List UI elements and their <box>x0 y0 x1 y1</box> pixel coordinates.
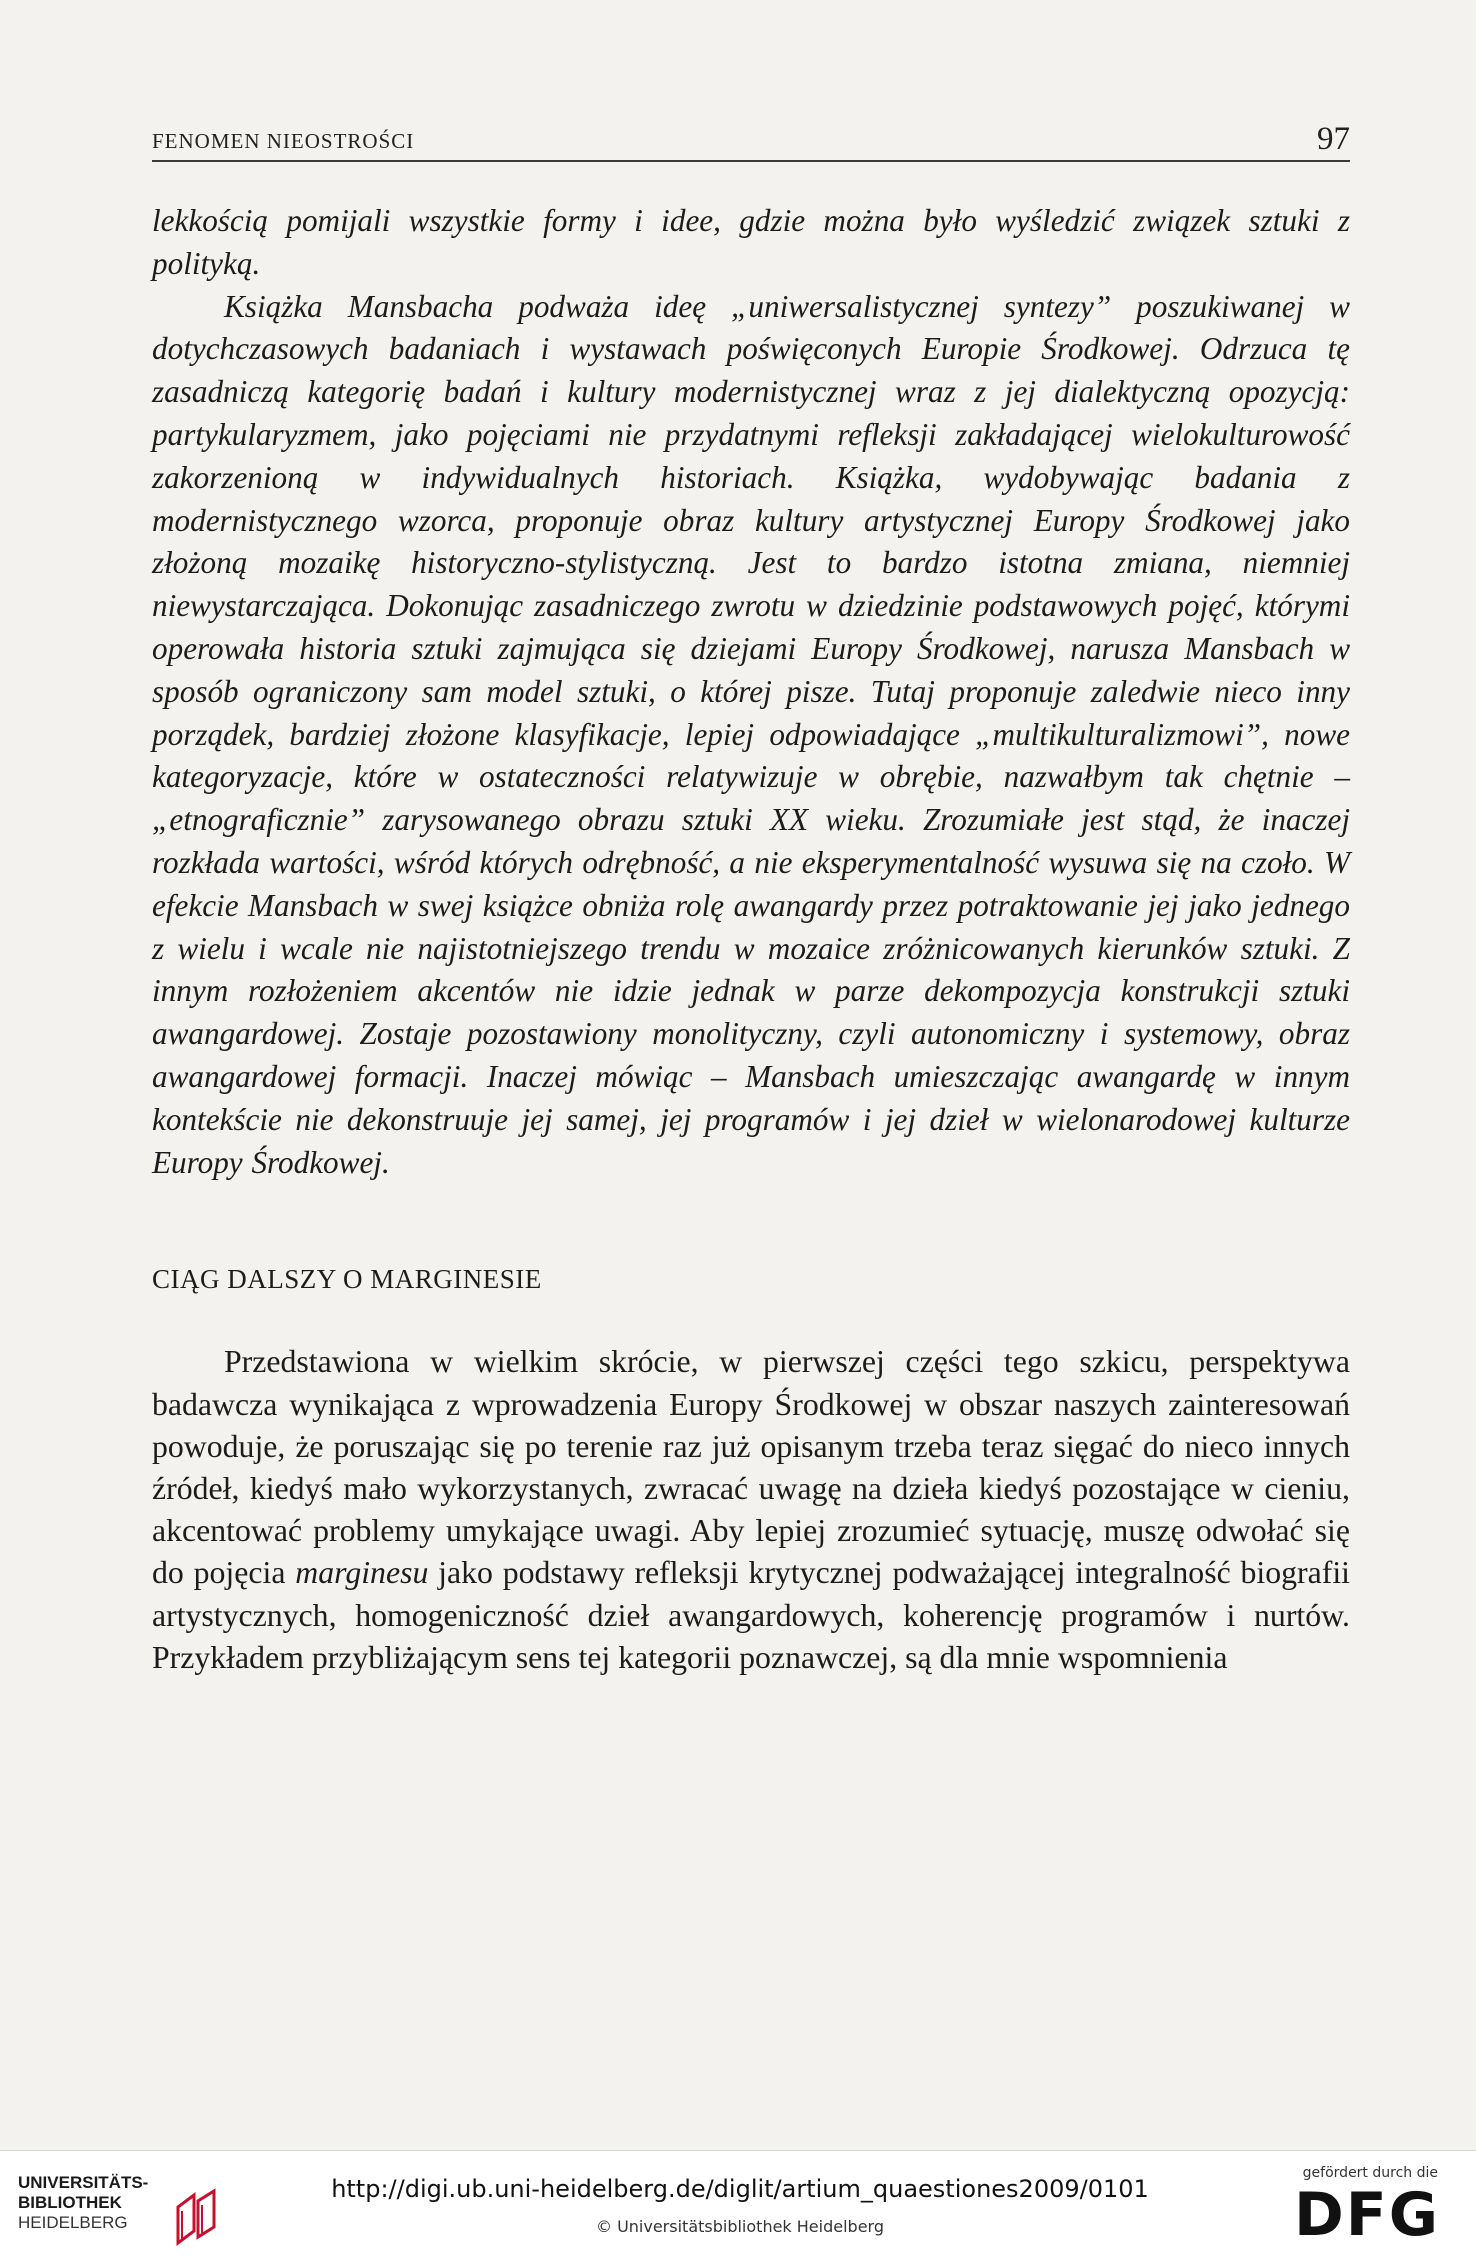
italic-passage <box>152 200 1350 1184</box>
funding-note: gefördert durch die <box>1302 2165 1438 2181</box>
library-mark-icon <box>168 2187 224 2247</box>
section-heading: CIĄG DALSZY O MARGINESIE <box>152 1264 542 1295</box>
paragraph: lekkością pomijali wszystkie formy i idee, gdzie można było wyśledzić związek sztuki z polityką. <box>152 203 1350 281</box>
paragraph-text: jako podstawy refleksji krytycznej podważającej integralność biografii artystycznych, homogeniczność dzieł awangardowych, koherencję programów i nurtów. Przykładem przybliżającym sens tej kategorii poznawczej, są dla mnie wspomnienia <box>152 1555 1351 1675</box>
running-header <box>152 118 1350 162</box>
body-text <box>152 200 1350 1679</box>
paragraph-text: Przedstawiona w wielkim skrócie, w pierwszej części tego szkicu, perspektywa badawcza wynikająca z wprowadzenia Europy Środkowej w obszar naszych zainteresowań powoduje, że poruszając się po terenie raz już opisanym trzeba teraz sięgać do nieco innych źródeł, kiedyś mało wykorzystanych, zwracać uwagę na dzieła kiedyś pozostające w cieniu, akcentować problemy umykające uwagi. Aby lepiej zrozumieć sytuację, muszę odwołać się do pojęcia <box>152 1344 1350 1591</box>
paragraph: Książka Mansbacha podważa ideę „uniwersalistycznej syntezy” poszukiwanej w dotychczasowych badaniach i wystawach poświęconych Europie Środkowej. Odrzuca tę zasadniczą kategorię badań i kultury modernistycznej wraz z jej dialektyczną opozycją: partykularyzmem, jako pojęciami nie przydatnymi refleksji zakładającej wielokulturowość zakorzenioną w indywidualnych historiach. Książka, wydobywając badania z modernistycznego wzorca, proponuje obraz kultury artystycznej Europy Środkowej jako złożoną mozaikę historyczno-stylistyczną. Jest to bardzo istotna zmiana, niemniej niewystarczająca. Dokonując zasadniczego zwrotu w dziedzinie podstawowych pojęć, którymi operowała historia sztuki zajmująca się dziejami Europy Środkowej, narusza Mansbach w sposób ograniczony sam model sztuki, o której pisze. Tutaj proponuje zaledwie nieco inny porządek, bardziej złożone klasyfikacje, lepiej odpowiadające „multikulturalizmowi”, nowe kategoryzacje, które w ostateczności relatywizuje w obrębie, nazwałbym tak chętnie – „etnograficznie” zarysowanego obrazu sztuki XX wieku. Zrozumiałe jest stąd, że inaczej rozkłada wartości, wśród których odrębność, a nie eksperymentalność wysuwa się na czoło. W efekcie Mansbach w swej książce obniża rolę awangardy przez potraktowanie jej jako jednego z wielu i wcale nie najistotniejszego trendu w mozaice zróżnicowanych kierunków sztuki. Z innym rozłożeniem akcentów nie idzie jednak w parze dekompozycja konstrukcji sztuki awangardowej. Zostaje pozostawiony monolityczny, czyli autonomiczny i systemowy, obraz awangardowej formacji. Inaczej mówiąc – Mansbach umieszczając awangardę w innym kontekście nie dekonstruuje jej samej, jej programów i jej dzieł w wielonarodowej kulturze Europy Środkowej. <box>152 288 1350 1180</box>
dfg-logo[interactable]: DFG <box>1293 2180 1440 2250</box>
paragraph <box>152 1341 1350 1679</box>
source-url-link[interactable]: http://digi.ub.uni-heidelberg.de/diglit/artium_quaestiones2009/0101 <box>331 2175 1149 2203</box>
digitization-footer <box>0 2150 1476 2260</box>
copyright-notice: © Universitätsbibliothek Heidelberg <box>595 2217 884 2236</box>
library-logo[interactable] <box>18 2173 208 2243</box>
running-title: FENOMEN NIEOSTROŚCI <box>152 129 415 153</box>
italic-term: marginesu <box>295 1555 429 1591</box>
library-name-line: UNIVERSITÄTS- <box>18 2173 149 2192</box>
page-number: 97 <box>1317 121 1350 157</box>
library-name-line: HEIDELBERG <box>18 2213 128 2232</box>
library-name-line: BIBLIOTHEK <box>18 2193 122 2212</box>
roman-passage <box>152 1341 1350 1679</box>
